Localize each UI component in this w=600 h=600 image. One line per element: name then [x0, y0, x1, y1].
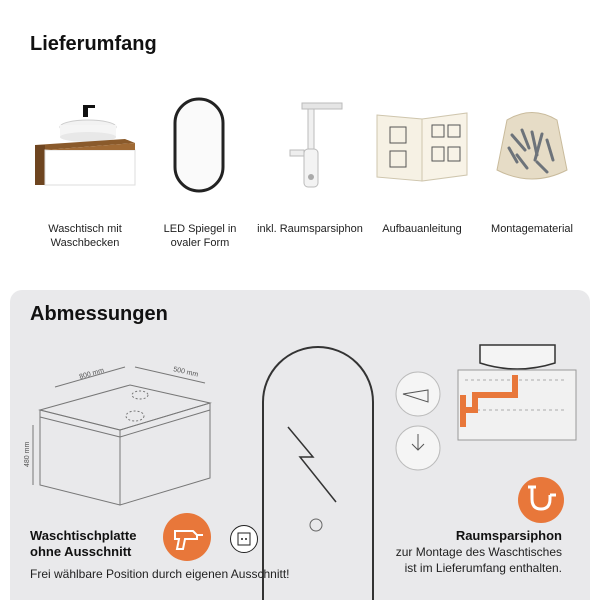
- width-label: 800 mm: [78, 367, 105, 381]
- drill-icon: [163, 513, 211, 561]
- item-label: inkl. Raumsparsiphon: [257, 223, 363, 235]
- depth-label: 500 mm: [172, 366, 199, 379]
- right-caption-title: Raumsparsiphon: [455, 528, 562, 543]
- item-waschtisch: [30, 90, 140, 250]
- item-label: Aufbauanleitung: [382, 223, 462, 235]
- cabinet-dimension-drawing: [25, 345, 225, 515]
- screws-bag-icon: [477, 90, 587, 200]
- right-caption-text: [396, 544, 562, 576]
- item-label: Montagematerial: [491, 223, 573, 235]
- item-label: Waschbecken: [50, 237, 120, 249]
- mirror-drawing: [258, 342, 378, 600]
- left-caption-title-line2: ohne Ausschnitt: [30, 544, 132, 559]
- vanity-with-basin-icon: [30, 90, 140, 200]
- item-anleitung: [367, 90, 477, 236]
- item-montagematerial: [477, 90, 587, 236]
- siphon-accent-icon: [518, 477, 564, 523]
- siphon-icon: [255, 90, 365, 200]
- left-caption-title: [30, 528, 136, 560]
- oval-mirror-icon: [145, 90, 255, 200]
- item-label: Waschtisch mit: [48, 223, 122, 235]
- item-label: LED Spiegel in: [163, 223, 237, 235]
- right-caption-line1: zur Montage des Waschtisches: [395, 545, 562, 559]
- left-caption-text: Frei wählbare Position durch eigenen Ausschnitt!: [30, 567, 290, 581]
- siphon-detail-icons: [388, 372, 450, 472]
- item-label: ovaler Form: [170, 237, 230, 249]
- item-spiegel: [145, 90, 255, 250]
- abmessungen-title: Abmessungen: [30, 303, 168, 325]
- siphon-installation-drawing: [455, 345, 580, 445]
- manual-icon: [367, 90, 477, 200]
- lieferumfang-title: Lieferumfang: [30, 33, 157, 55]
- left-caption-title-line1: Waschtischplatte: [30, 528, 137, 543]
- socket-icon: [230, 525, 258, 553]
- item-siphon: [255, 90, 365, 236]
- right-caption-line2: ist im Lieferumfang enthalten.: [404, 561, 562, 575]
- height-label: 480 mm: [24, 441, 31, 467]
